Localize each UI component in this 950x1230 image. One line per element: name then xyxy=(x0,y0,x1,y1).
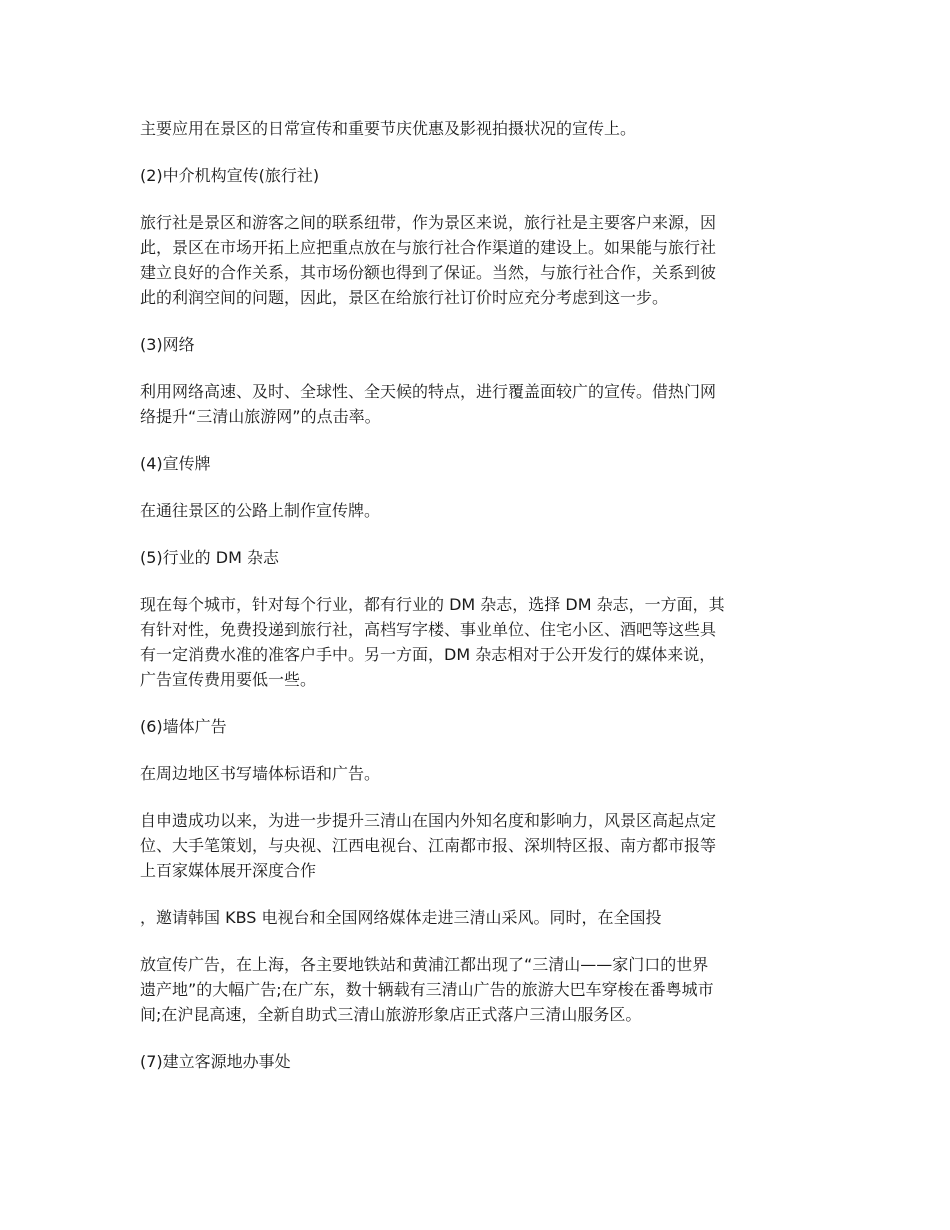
paragraph-daily-promotion: 主要应用在景区的日常宣传和重要节庆优惠及影视拍摄状况的宣传上。 xyxy=(140,119,637,138)
paragraph-advertising-campaign: 放宣传广告，在上海，各主要地铁站和黄浦江都出现了“三清山——家门口的世界 遗产地”的大幅广告;在广东，数十辆载有三清山广告的旅游大巴车穿梭在番粤城市 间;在沪昆高速，全新自助式三清山旅游形象店正式落户三清山服务区。 xyxy=(140,955,714,1024)
paragraph-wall-ads: 在周边地区书写墙体标语和广告。 xyxy=(140,764,381,783)
heading-network: (3)网络 xyxy=(140,335,195,354)
heading-travel-agency: (2)中介机构宣传(旅行社) xyxy=(140,166,320,185)
document-body xyxy=(140,116,810,1096)
paragraph-travel-agency: 旅行社是景区和游客之间的联系纽带，作为景区来说，旅行社是主要客户来源，因 此，景区在市场开拓上应把重点放在与旅行社合作渠道的建设上。如果能与旅行社 建立良好的合作关系，其市场份额也得到了保证。当然，与旅行社合作，关系到彼 此的利润空间的问题，因此，景区在给旅行社订价时应充分考虑到这一步。 xyxy=(140,213,717,307)
paragraph-dm-magazine: 现在每个城市，针对每个行业，都有行业的 DM 杂志，选择 DM 杂志，一方面，其 有针对性，免费投递到旅行社，高档写字楼、事业单位、住宅小区、酒吧等这些具 有一定消费水准的准客户手中。另一方面，DM 杂志相对于公开发行的媒体来说， 广告宣传费用要低一些。 xyxy=(140,595,725,689)
paragraph-media-cooperation: 自申遗成功以来，为进一步提升三清山在国内外知名度和影响力，风景区高起点定 位、大手笔策划，与央视、江西电视台、江南都市报、深圳特区报、南方都市报等 上百家媒体展开深度合作 xyxy=(140,811,717,880)
paragraph-billboard: 在通往景区的公路上制作宣传牌。 xyxy=(140,501,381,520)
paragraph-kbs-invitation: ，邀请韩国 KBS 电视台和全国网络媒体走进三清山采风。同时，在全国投 xyxy=(140,908,662,927)
heading-wall-ads: (6)墙体广告 xyxy=(140,717,227,736)
paragraph-network: 利用网络高速、及时、全球性、全天候的特点，进行覆盖面较广的宣传。借热门网 络提升“三清山旅游网”的点击率。 xyxy=(140,382,717,426)
heading-dm-magazine: (5)行业的 DM 杂志 xyxy=(140,548,279,567)
heading-offices: (7)建立客源地办事处 xyxy=(140,1052,291,1071)
heading-billboard: (4)宣传牌 xyxy=(140,454,211,473)
